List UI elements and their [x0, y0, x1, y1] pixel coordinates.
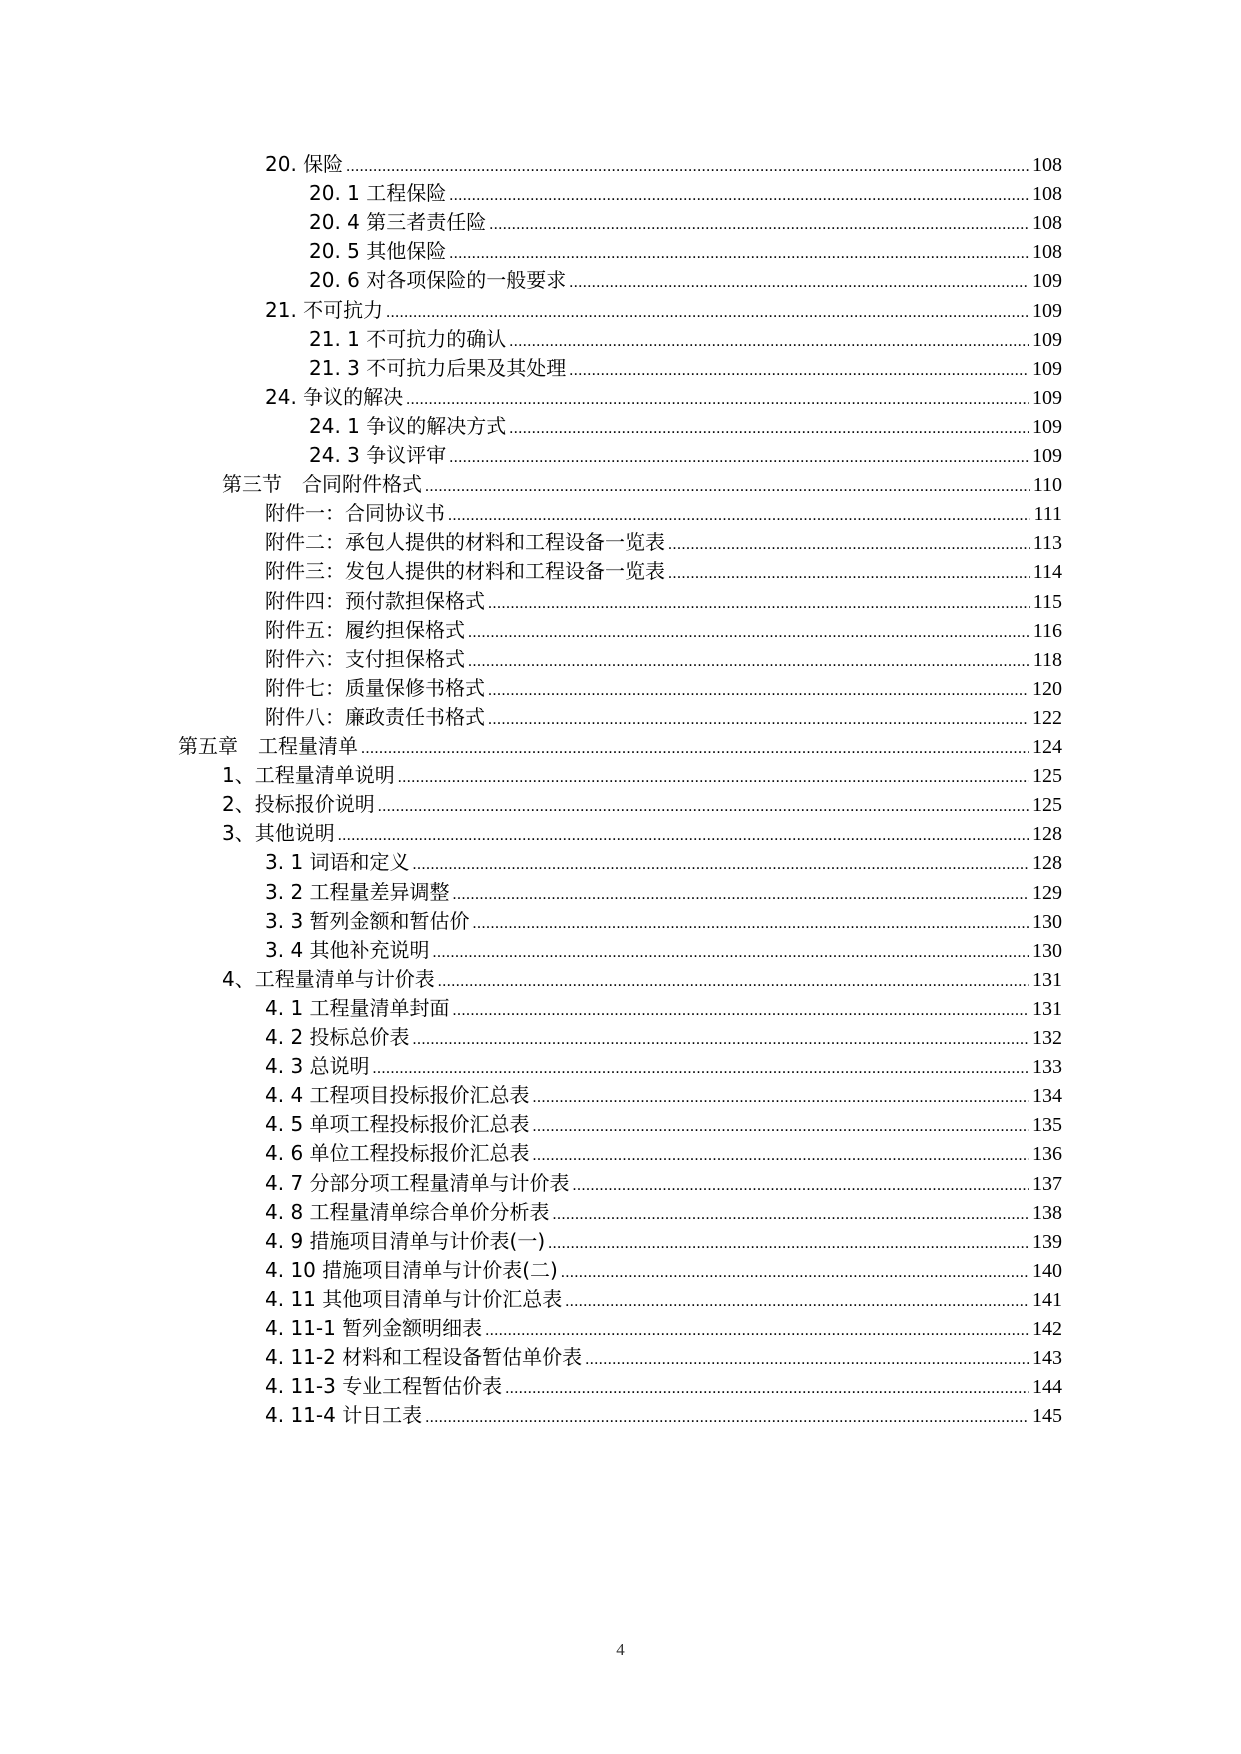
- toc-entry-title: 24. 1 争议的解决方式: [309, 413, 507, 438]
- toc-entry[interactable]: [0, 1108, 1241, 1141]
- toc-entry[interactable]: [0, 177, 1241, 210]
- toc-entry-page: 109: [1032, 328, 1062, 351]
- toc-entry-title: 1、工程量清单说明: [222, 763, 395, 788]
- toc-entry[interactable]: [0, 701, 1241, 734]
- toc-entry-page: 145: [1032, 1405, 1062, 1428]
- toc-entry-page: 139: [1032, 1230, 1062, 1253]
- toc-entry-page: 128: [1032, 823, 1062, 846]
- toc-entry-page: 130: [1032, 939, 1062, 962]
- toc-entry-page: 109: [1032, 357, 1062, 380]
- toc-entry-page: 134: [1032, 1085, 1062, 1108]
- toc-entry[interactable]: [0, 1050, 1241, 1083]
- toc-entry[interactable]: [0, 148, 1241, 181]
- toc-entry-title: 3. 1 词语和定义: [265, 850, 410, 875]
- toc-entry-title: 4. 11-3 专业工程暂估价表: [265, 1374, 503, 1399]
- toc-entry-page: 129: [1032, 881, 1062, 904]
- toc-entry-title: 4. 7 分部分项工程量清单与计价表: [265, 1170, 570, 1195]
- toc-entry[interactable]: [0, 672, 1241, 705]
- toc-entry-page: 113: [1032, 532, 1062, 555]
- toc-entry[interactable]: [0, 846, 1241, 879]
- toc-entry-title: 附件一：合同协议书: [265, 501, 445, 526]
- toc-entry-title: 20. 5 其他保险: [309, 239, 447, 264]
- toc-entry-page: 118: [1032, 648, 1062, 671]
- toc-entry-title: 4. 11 其他项目清单与计价汇总表: [265, 1286, 563, 1311]
- toc-entry-title: 4. 11-1 暂列金额明细表: [265, 1316, 483, 1340]
- toc-entry-title: 3、其他说明: [222, 821, 335, 846]
- toc-entry-title: 20. 保险: [265, 152, 344, 176]
- toc-entry[interactable]: [0, 206, 1241, 239]
- toc-entry-title: 3. 4 其他补充说明: [265, 937, 430, 962]
- toc-entry-page: 131: [1032, 968, 1062, 991]
- toc-entry-title: 20. 4 第三者责任险: [309, 210, 487, 235]
- toc-entry-title: 4. 9 措施项目清单与计价表(一): [265, 1228, 546, 1253]
- toc-entry-page: 108: [1032, 241, 1062, 264]
- toc-entry[interactable]: [0, 1283, 1241, 1316]
- toc-entry-title: 附件二：承包人提供的材料和工程设备一览表: [265, 530, 665, 555]
- toc-entry-title: 4. 11-2 材料和工程设备暂估单价表: [265, 1345, 583, 1370]
- toc-entry-title: 20. 1 工程保险: [309, 181, 447, 206]
- toc-entry-page: 143: [1032, 1347, 1062, 1370]
- toc-entry-page: 141: [1032, 1288, 1062, 1311]
- toc-entry-page: 136: [1032, 1143, 1062, 1166]
- toc-entry-page: 138: [1032, 1201, 1062, 1224]
- toc-entry[interactable]: [0, 876, 1241, 909]
- toc-entry-title: 2、投标报价说明: [222, 792, 375, 817]
- toc-entry[interactable]: [0, 730, 1241, 763]
- toc-entry[interactable]: [0, 1370, 1241, 1403]
- toc-entry-title: 4. 10 措施项目清单与计价表(二): [265, 1257, 558, 1282]
- toc-entry-title: 24. 3 争议评审: [309, 443, 447, 467]
- toc-entry-title: 21. 1 不可抗力的确认: [309, 326, 507, 351]
- toc-entry-page: 115: [1032, 590, 1062, 613]
- toc-entry-page: 108: [1032, 154, 1062, 176]
- toc-entry[interactable]: [0, 1137, 1241, 1170]
- toc-entry-page: 110: [1032, 474, 1062, 497]
- toc-entry-title: 3. 2 工程量差异调整: [265, 879, 450, 904]
- toc-entry-page: 135: [1032, 1114, 1062, 1137]
- toc-entry[interactable]: [0, 1341, 1241, 1374]
- toc-entry[interactable]: [0, 963, 1241, 996]
- toc-entry-title: 4. 4 工程项目投标报价汇总表: [265, 1083, 530, 1108]
- page-number: 4: [616, 1640, 625, 1659]
- toc-entry-page: 120: [1032, 677, 1062, 700]
- toc-entry[interactable]: [0, 294, 1241, 327]
- toc-entry-page: 109: [1032, 386, 1062, 409]
- toc-entry-title: 3. 3 暂列金额和暂估价: [265, 908, 470, 933]
- toc-entry-title: 附件三：发包人提供的材料和工程设备一览表: [265, 559, 665, 584]
- toc-entry-title: 20. 6 对各项保险的一般要求: [309, 268, 567, 293]
- toc-entry[interactable]: [0, 992, 1241, 1025]
- toc-entry-page: 122: [1032, 706, 1062, 729]
- toc-entry-page: 133: [1032, 1056, 1062, 1079]
- toc-entry[interactable]: [0, 1399, 1241, 1432]
- toc-entry[interactable]: [0, 614, 1241, 647]
- toc-entry-title: 4. 11-4 计日工表: [265, 1403, 423, 1428]
- toc-entry[interactable]: [0, 1312, 1241, 1345]
- toc-entry[interactable]: [0, 1254, 1241, 1287]
- toc-entry-page: 140: [1032, 1259, 1062, 1282]
- toc-entry[interactable]: [0, 468, 1241, 501]
- toc-entry[interactable]: [0, 264, 1241, 297]
- toc-entry[interactable]: [0, 381, 1241, 414]
- toc-dot-leader: [425, 1401, 1029, 1434]
- toc-entry-page: 109: [1032, 299, 1062, 322]
- toc-entry-title: 4. 8 工程量清单综合单价分析表: [265, 1199, 550, 1224]
- toc-entry[interactable]: [0, 555, 1241, 588]
- toc-entry-page: 142: [1032, 1318, 1062, 1340]
- toc-entry[interactable]: [0, 817, 1241, 850]
- toc-entry-page: 109: [1032, 445, 1062, 467]
- toc-entry[interactable]: [0, 585, 1241, 618]
- toc-entry-title: 附件八：廉政责任书格式: [265, 704, 485, 729]
- toc-entry-page: 108: [1032, 183, 1062, 206]
- toc-entry[interactable]: [0, 410, 1241, 443]
- toc-entry[interactable]: [0, 1167, 1241, 1200]
- toc-entry[interactable]: [0, 439, 1241, 472]
- toc-entry[interactable]: [0, 526, 1241, 559]
- toc-entry-page: 125: [1032, 794, 1062, 817]
- toc-entry[interactable]: [0, 1196, 1241, 1229]
- toc-entry-title: 第五章 工程量清单: [178, 734, 358, 758]
- toc-entry[interactable]: [0, 1079, 1241, 1112]
- toc-entry[interactable]: [0, 934, 1241, 967]
- toc-entry[interactable]: [0, 497, 1241, 530]
- toc-entry-title: 附件四：预付款担保格式: [265, 588, 485, 613]
- toc-entry-title: 第三节 合同附件格式: [222, 472, 422, 497]
- toc-entry[interactable]: [0, 1225, 1241, 1258]
- toc-entry-title: 4. 5 单项工程投标报价汇总表: [265, 1112, 530, 1137]
- toc-entry-page: 111: [1033, 503, 1062, 526]
- toc-entry-page: 124: [1032, 736, 1062, 758]
- toc-entry-title: 24. 争议的解决: [265, 384, 404, 409]
- toc-entry[interactable]: [0, 235, 1241, 268]
- toc-entry-title: 附件七：质量保修书格式: [265, 675, 485, 700]
- toc-entry-title: 4. 2 投标总价表: [265, 1025, 410, 1049]
- toc-entry-page: 144: [1032, 1376, 1062, 1399]
- toc-entry-title: 4、工程量清单与计价表: [222, 966, 435, 991]
- toc-entry-title: 4. 1 工程量清单封面: [265, 995, 450, 1020]
- toc-entry[interactable]: [0, 323, 1241, 356]
- toc-entry[interactable]: [0, 643, 1241, 676]
- toc-entry-title: 附件五：履约担保格式: [265, 617, 465, 642]
- toc-entry-page: 128: [1032, 852, 1062, 875]
- toc-entry[interactable]: [0, 788, 1241, 821]
- toc-entry-title: 4. 6 单位工程投标报价汇总表: [265, 1141, 530, 1166]
- toc-entry-page: 130: [1032, 910, 1062, 933]
- toc-entry-title: 附件六：支付担保格式: [265, 646, 465, 671]
- toc-entry-page: 125: [1032, 765, 1062, 788]
- toc-entry-page: 109: [1032, 270, 1062, 293]
- toc-entry-title: 21. 3 不可抗力后果及其处理: [309, 355, 567, 380]
- toc-entry-title: 4. 3 总说明: [265, 1054, 370, 1079]
- toc-entry[interactable]: [0, 759, 1241, 792]
- toc-entry[interactable]: [0, 905, 1241, 938]
- toc-entry-page: 116: [1032, 619, 1062, 642]
- toc-entry-page: 108: [1032, 212, 1062, 235]
- toc-entry-page: 114: [1032, 561, 1062, 584]
- toc-entry-page: 132: [1032, 1027, 1062, 1049]
- toc-entry[interactable]: [0, 352, 1241, 385]
- toc-entry-page: 137: [1032, 1172, 1062, 1195]
- toc-entry-page: 109: [1032, 415, 1062, 438]
- toc-entry[interactable]: [0, 1021, 1241, 1054]
- toc-entry-title: 21. 不可抗力: [265, 297, 384, 322]
- toc-entry-page: 131: [1032, 997, 1062, 1020]
